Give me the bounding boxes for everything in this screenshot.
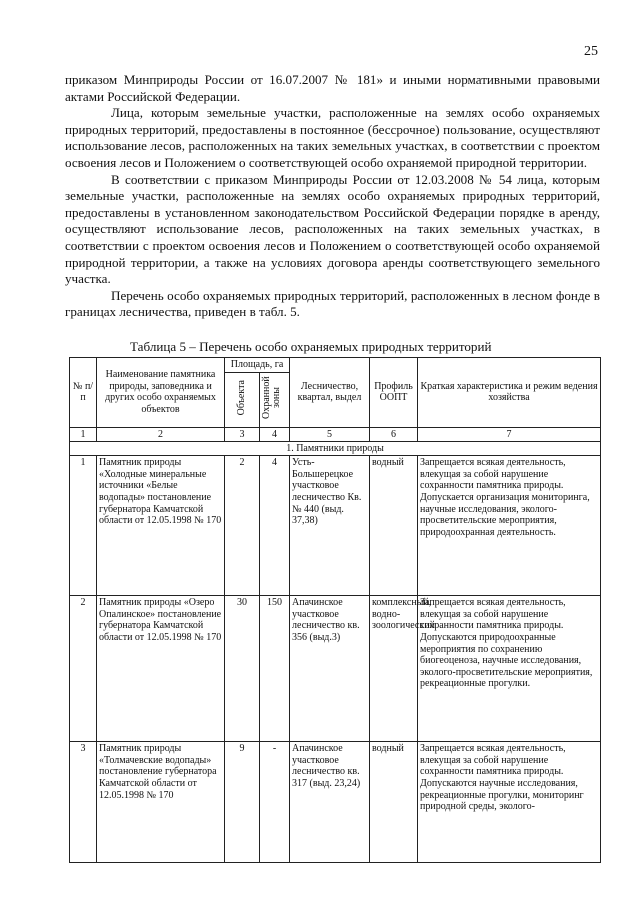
header-name: Наименование памятника природы, заповедника и других особо охраняемых объектов — [97, 358, 225, 428]
table-row — [70, 596, 601, 742]
row-profile: водный — [370, 742, 418, 863]
row-description: Запрещается всякая деятельность, влекущая за собой нарушение сохранности памятника природы. Допускается организация мониторинга, научные исследования, эколого-просветительские мероприятия, природоохранная деятельность. — [418, 456, 601, 596]
section-title: 1. Памятники природы — [70, 441, 601, 456]
row-area-object: 2 — [225, 456, 260, 596]
header-area-zone-cell — [260, 373, 290, 428]
row-area-zone: 4 — [260, 456, 290, 596]
header-description: Краткая характеристика и режим ведения хозяйства — [418, 358, 601, 428]
table-row — [70, 456, 601, 596]
row-area-zone: 150 — [260, 596, 290, 742]
row-profile: водный — [370, 456, 418, 596]
row-profile: комплексный, водно-зоологический — [370, 596, 418, 742]
column-number: 6 — [370, 427, 418, 441]
row-num: 3 — [70, 742, 97, 863]
header-forestry: Лесничество, квартал, выдел — [290, 358, 370, 428]
row-name: Памятник природы «Холодные минеральные источники «Белые водопады» постановление губернатора Камчатской области от 12.05.1998 № 170 — [97, 456, 225, 596]
paragraph-1: приказом Минприроды России от 16.07.2007 № 181» и иными нормативными правовыми актами Российской Федерации. — [65, 72, 600, 104]
column-number: 4 — [260, 427, 290, 441]
paragraph-3: В соответствии с приказом Минприроды России от 12.03.2008 № 54 лица, которым земельные участки, расположенные на землях особо охраняемых природных территорий, предоставлены в установленном законодательством Российской Федерации порядке в аренду, осуществляют использование лесов, расположенных на таких земельных участках, в соответствии с проектом освоения лесов и Положением о соответствующей особо охраняемой природной территории, а также на условиях договора аренды соответствующего земельного участка. — [65, 171, 600, 287]
table-caption: Таблица 5 – Перечень особо охраняемых природных территорий — [130, 339, 492, 354]
column-number: 5 — [290, 427, 370, 441]
row-forestry: Апачинское участковое лесничество кв. 317 (выд. 23,24) — [290, 742, 370, 863]
protected-areas-table — [69, 357, 601, 863]
header-area-object: Объекта — [236, 380, 248, 416]
page-number: 25 — [584, 44, 598, 59]
row-description: Запрещается всякая деятельность, влекущая за собой нарушение сохранности памятника природы. Допускаются научные исследования, рекреационные прогулки, мониторинг природной среды, эколого- — [418, 742, 601, 863]
column-number-row — [70, 427, 601, 441]
header-profile: Профиль ООПТ — [370, 358, 418, 428]
section-row — [70, 441, 601, 456]
row-area-object: 30 — [225, 596, 260, 742]
row-name: Памятник природы «Озеро Опалинское» постановление губернатора Камчатской области от 12.05.1998 № 170 — [97, 596, 225, 742]
row-area-zone: - — [260, 742, 290, 863]
header-row — [70, 358, 601, 373]
column-number: 1 — [70, 427, 97, 441]
row-forestry: Апачинское участковое лесничество кв. 356 (выд.3) — [290, 596, 370, 742]
row-name: Памятник природы «Толмачевские водопады» постановление губернатора Камчатской области от 12.05.1998 № 170 — [97, 742, 225, 863]
row-description: Запрещается всякая деятельность, влекущая за собой нарушение сохранности памятника природы. Допускаются природоохранные мероприятия по сохранению биогеоценоза, научные исследования, эколого-просветительские мероприятия, рекреационные прогулки. — [418, 596, 601, 742]
header-num: № п/п — [70, 358, 97, 428]
table-row — [70, 742, 601, 863]
header-area-zone: Охранной зоны — [261, 376, 282, 420]
body-text — [65, 72, 600, 321]
header-area: Площадь, га — [225, 358, 290, 373]
paragraph-2: Лица, которым земельные участки, расположенные на землях особо охраняемых природных территорий, предоставлены в постоянное (бессрочное) пользование, осуществляют использование лесов, расположенных на таких земельных участках, в соответствии с проектом освоения лесов и Положением о соответствующей особо охраняемой природной территории. — [65, 105, 600, 170]
header-area-object-cell — [225, 373, 260, 428]
paragraph-4: Перечень особо охраняемых природных территорий, расположенных в лесном фонде в границах лесничества, приведен в табл. 5. — [65, 287, 600, 320]
column-number: 7 — [418, 427, 601, 441]
column-number: 3 — [225, 427, 260, 441]
row-num: 2 — [70, 596, 97, 742]
row-num: 1 — [70, 456, 97, 596]
column-number: 2 — [97, 427, 225, 441]
row-forestry: Усть-Большерецкое участковое лесничество Кв. № 440 (выд. 37,38) — [290, 456, 370, 596]
row-area-object: 9 — [225, 742, 260, 863]
